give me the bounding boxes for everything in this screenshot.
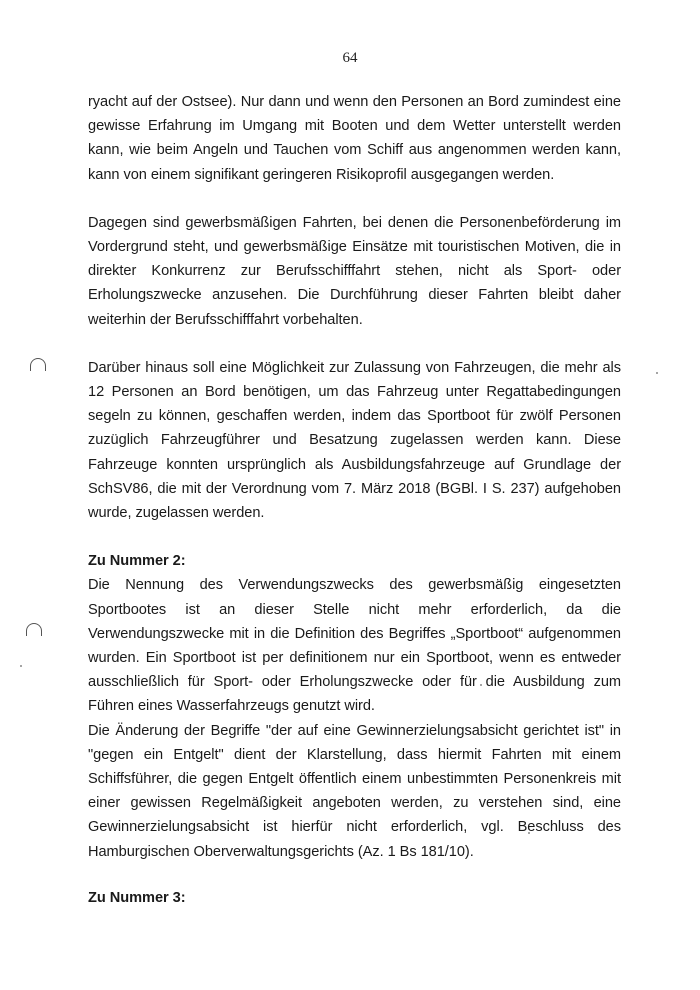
paragraph: Die Nennung des Verwendungszwecks des gewerbsmäßig eingesetzten Sportbootes ist an dieser Stelle nicht mehr erforderlich, da die Verwendungszwecke mit in die Definition des Begriffes „Sportboot“ aufgenommen wurden. Ein Sportboot ist per definitionem nur ein Sportboot, wenn es entweder ausschließlich für Sport- oder Erholungszwecke oder für die Ausbildung zum Führen eines Wasserfahrzeugs genutzt wird. bbox=[88, 577, 621, 715]
paragraph: ryacht auf der Ostsee). Nur dann und wenn den Personen an Bord zumindest eine gewisse Erfahrung im Umgang mit Booten und dem Wetter unterstellt werden kann, wie beim Angeln und Tauchen vom Schiff aus angenommen werden kann, kann von einem signifikant geringeren Risikoprofil ausgegangen werden. bbox=[88, 94, 621, 183]
section-heading: Zu Nummer 2: bbox=[88, 553, 186, 570]
paragraph: Dagegen sind gewerbsmäßigen Fahrten, bei denen die Personenbeförderung im Vordergrund steht, und gewerbsmäßige Einsätze mit touristischen Motiven, die in direkter Konkurrenz zur Berufsschifffahrt stehen, nicht als Sport- oder Erholungszwecke anzusehen. Die Durchführung dieser Fahrten bleibt daher weiterhin der Berufsschifffahrt vorbehalten. bbox=[88, 214, 621, 328]
margin-annotation-mark bbox=[30, 358, 46, 371]
scan-speck bbox=[20, 665, 22, 667]
document-body bbox=[88, 90, 621, 910]
margin-annotation-mark bbox=[26, 623, 42, 636]
paragraph: Darüber hinaus soll eine Möglichkeit zur Zulassung von Fahrzeugen, die mehr als 12 Personen an Bord benötigen, um das Fahrzeug unter Regattabedingungen segeln zu können, geschaffen werden, indem das Sportboot für zwölf Personen zuzüglich Fahrzeugführer und Besatzung zugelassen werden kann. Diese Fahrzeuge konnten ursprünglich als Ausbildungsfahrzeuge auf Grundlage der SchSV86, die mit der Verordnung vom 7. März 2018 (BGBl. I S. 237) aufgehoben wurde, zugelassen werden. bbox=[88, 359, 621, 522]
page-number: 64 bbox=[342, 50, 358, 66]
section-heading: Zu Nummer 3: bbox=[88, 889, 186, 906]
scan-speck bbox=[656, 372, 658, 374]
paragraph: Die Änderung der Begriffe "der auf eine Gewinnerzielungsabsicht gerichtet ist" in "gegen ein Entgelt" dient der Klarstellung, dass hiermit Fahrten mit einem Schiffsführer, die gegen Entgelt öffentlich einem unbestimmten Personenkreis mit einer gewissen Regelmäßigkeit angeboten werden, zu verstehen sind, eine Gewinnerzielungsabsicht ist hierfür nicht erforderlich, vgl. Beschluss des Hamburgischen Oberverwaltungsgerichts (Az. 1 Bs 181/10). bbox=[88, 722, 621, 860]
